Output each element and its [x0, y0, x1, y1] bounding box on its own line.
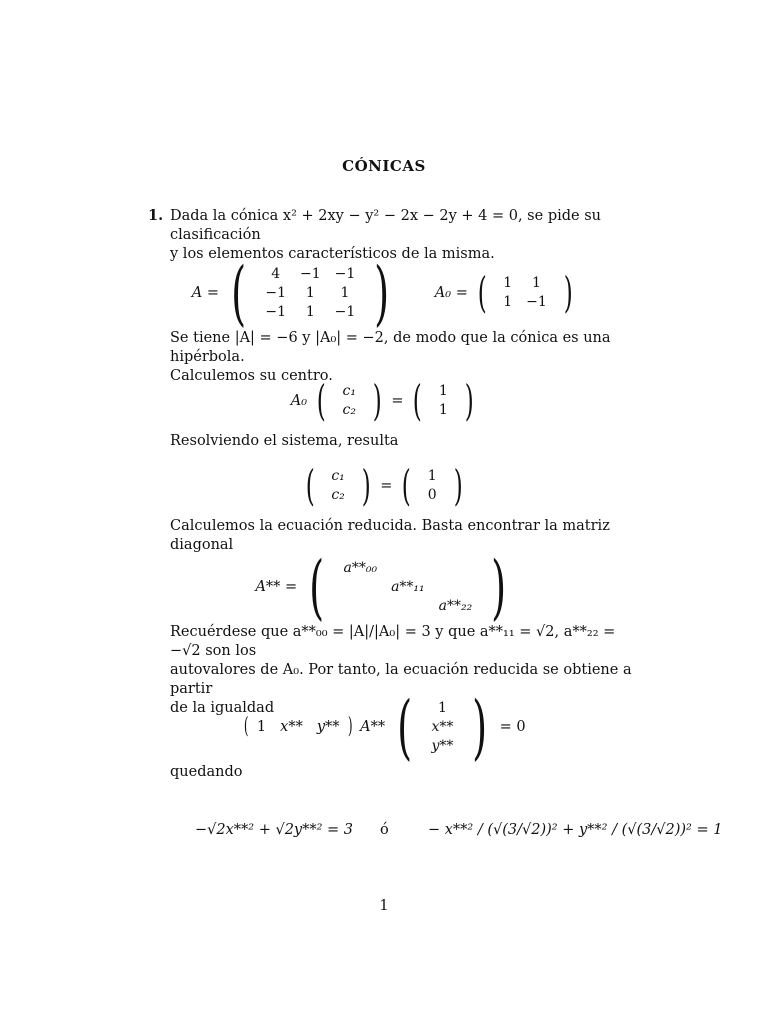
solution-equation: ( c₁ c₂ ) = ( 1 0 ) [305, 461, 463, 510]
final-or: ó [380, 822, 389, 838]
matrix-A0-equation [434, 268, 576, 317]
vector-c-solution: c₁ c₂ [331, 468, 345, 503]
final-equation-right: − x**² / (√(3/√2))² + y**² / (√(3/√2))² = 1 [428, 822, 723, 838]
left-paren: ( [231, 252, 247, 334]
para2-line-2: Calculemos su centro. [170, 368, 333, 384]
page-title: CÓNICAS [342, 157, 426, 175]
page-number: 1 [379, 898, 389, 914]
column-vector: 1 x** y** [431, 699, 454, 754]
matrix-A0-label: A₀ = [434, 285, 468, 301]
paragraph-2 [170, 329, 635, 386]
intro-line-1: Dada la cónica x² + 2xy − y² − 2x − 2y + 4 = 0, se pide su clasificación [170, 208, 601, 243]
paragraph-4: Calculemos la ecuación reducida. Basta encontrar la matriz diagonal [170, 518, 610, 553]
vector-c: c₁ c₂ [342, 383, 356, 418]
matrix-A0: 1 1 1 −1 [503, 275, 547, 310]
paragraph-6: quedando [170, 764, 243, 780]
intro-line-2: y los elementos característicos de la misma. [170, 246, 495, 262]
para5-line-1: Recuérdese que a**₀₀ = |A|/|A₀| = 3 y que a**₁₁ = √2, a**₂₂ = −√2 son los [170, 624, 616, 659]
problem-number: 1. [148, 207, 164, 224]
para2-line-1: Se tiene |A| = −6 y |A₀| = −2, de modo que la cónica es una hipérbola. [170, 330, 611, 365]
center-eq-lhs: A₀ [290, 393, 308, 409]
paragraph-3: Resolviendo el sistema, resulta [170, 433, 399, 449]
diagonal-matrix-equation: A** = ( a**₀₀ a**₁₁ a**₂₂ ) [255, 546, 507, 628]
matrix-A-label: A = [191, 285, 220, 301]
astar-label: A** = [255, 579, 298, 595]
left-paren: ( [477, 268, 487, 317]
para5-line-3: de la igualdad [170, 700, 275, 716]
center-equation: A₀ ( c₁ c₂ ) = ( 1 1 ) [290, 376, 474, 425]
right-paren: ) [563, 268, 573, 317]
matrix-astar: a**₀₀ a**₁₁ a**₂₂ [343, 559, 473, 614]
quadratic-form-equation: ( 1 x** y** ) A** ( 1 x** y** ) = 0 [244, 686, 526, 768]
matrix-A-equation [191, 252, 396, 334]
final-equation-left: −√2x**² + √2y**² = 3 [195, 822, 354, 838]
matrix-A: 4 −1 −1 −1 1 1 −1 1 −1 [265, 265, 356, 320]
vector-solution: 1 0 [427, 468, 437, 503]
vector-ones: 1 1 [438, 383, 448, 418]
para5-line-2: autovalores de A₀. Por tanto, la ecuación reducida se obtiene a partir [170, 662, 632, 697]
right-paren: ) [374, 252, 390, 334]
